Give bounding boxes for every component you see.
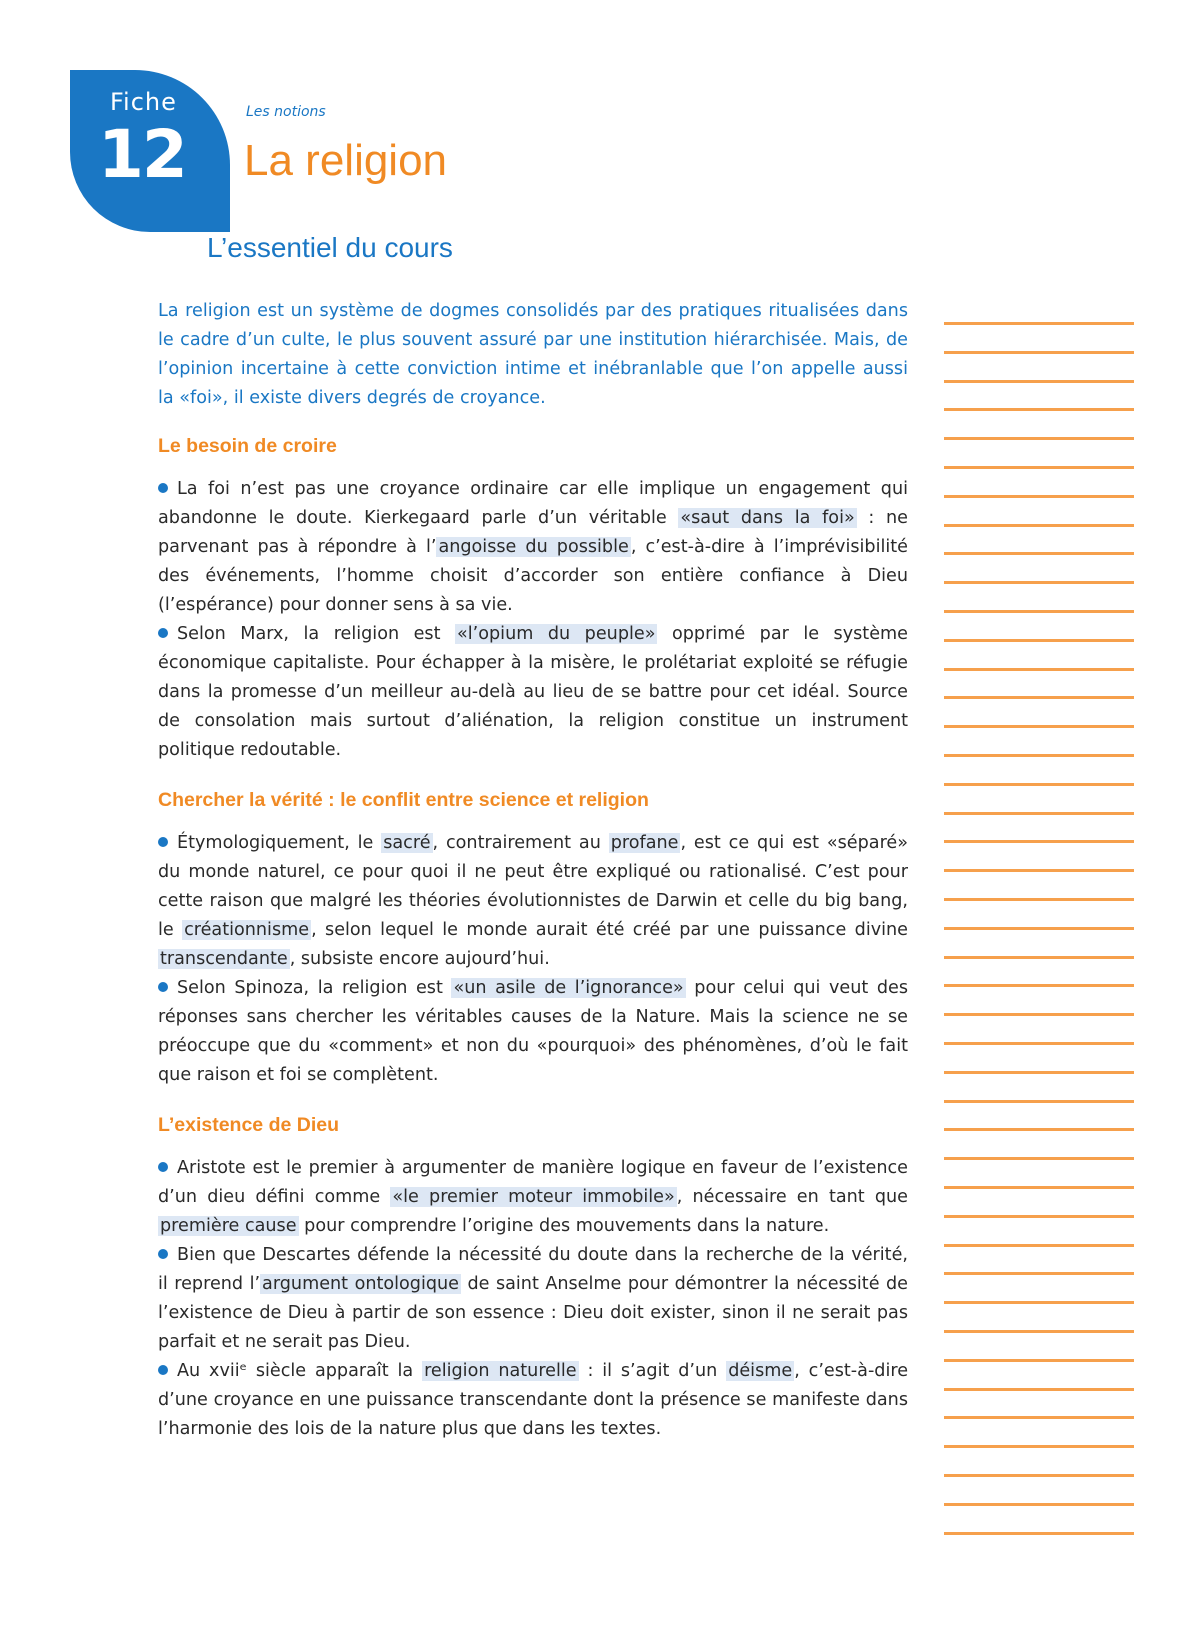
text-run: Aristote est le premier à argumenter de manière logique en faveur de l’existence d’un dieu défini comme xyxy=(158,1158,908,1207)
section-heading: L’existence de Dieu xyxy=(158,1114,339,1136)
text-run: , contrairement au xyxy=(432,833,609,853)
text-run: pour comprendre l’origine des mouvements dans la nature. xyxy=(298,1216,830,1236)
highlighted-term: sacré xyxy=(383,833,431,853)
highlighted-term: «l’opium du peuple» xyxy=(457,624,656,644)
note-line xyxy=(944,466,1134,469)
bullet-dot-icon xyxy=(158,1249,168,1259)
note-line xyxy=(944,610,1134,613)
note-line xyxy=(944,1013,1134,1016)
note-line xyxy=(944,840,1134,843)
note-line xyxy=(944,639,1134,642)
section-heading: Chercher la vérité : le conflit entre science et religion xyxy=(158,789,649,811)
bullet-dot-icon xyxy=(158,982,168,992)
text-run: opprimé par le système économique capitaliste. Pour échapper à la misère, le prolétariat exploité se réfugie dans la promesse d’un meilleur au-delà au lieu de se battre pour cet idéal. Source de consolation mais surtout d’aliénation, la religion constitue un instrument politique redoutable. xyxy=(158,624,908,760)
bullet-paragraph xyxy=(158,829,908,974)
bullet-dot-icon xyxy=(158,837,168,847)
highlighted-term: première cause xyxy=(160,1216,297,1236)
section-heading: Le besoin de croire xyxy=(158,435,337,457)
note-line xyxy=(944,1359,1134,1362)
bullet-paragraph xyxy=(158,1357,908,1444)
text-run: Au xviiᵉ siècle apparaît la xyxy=(177,1361,423,1381)
note-line xyxy=(944,927,1134,930)
note-line xyxy=(944,581,1134,584)
text-run: de saint Anselme pour démontrer la nécessité de l’existence de Dieu à partir de son essence : Dieu doit exister, sinon il ne serait pas parfait et ne serait pas Dieu. xyxy=(158,1274,908,1352)
note-line xyxy=(944,437,1134,440)
fiche-number: 12 xyxy=(98,116,186,193)
note-line xyxy=(944,1416,1134,1419)
notes-margin xyxy=(944,0,1134,1645)
note-line xyxy=(944,495,1134,498)
note-line xyxy=(944,956,1134,959)
highlighted-term: angoisse du possible xyxy=(438,537,629,557)
text-run: , nécessaire en tant que xyxy=(676,1187,908,1207)
note-line xyxy=(944,1330,1134,1333)
bullet-paragraph xyxy=(158,1241,908,1357)
text-run: Étymologiquement, le xyxy=(177,833,382,853)
note-line xyxy=(944,351,1134,354)
note-line xyxy=(944,552,1134,555)
text-run: Bien que Descartes défende la nécessité du doute dans la recherche de la vérité, il reprend l’ xyxy=(158,1245,908,1294)
bullet-paragraph xyxy=(158,620,908,765)
bullet-paragraph xyxy=(158,974,908,1090)
note-line xyxy=(944,1100,1134,1103)
highlighted-term: créationnisme xyxy=(184,920,310,940)
note-line xyxy=(944,725,1134,728)
note-line xyxy=(944,408,1134,411)
bullet-paragraph xyxy=(158,475,908,620)
text-run: , selon lequel le monde aurait été créé par une puissance divine xyxy=(311,920,908,940)
course-subtitle: L’essentiel du cours xyxy=(207,232,453,263)
note-line xyxy=(944,783,1134,786)
note-line xyxy=(944,380,1134,383)
bullet-dot-icon xyxy=(158,483,168,493)
text-run: Selon Spinoza, la religion est xyxy=(177,978,452,998)
fiche-badge xyxy=(70,70,230,232)
note-line xyxy=(944,1301,1134,1304)
page-title: La religion xyxy=(244,136,448,185)
note-line xyxy=(944,869,1134,872)
text-run: , c’est-à-dire d’une croyance en une puissance transcendante dont la présence se manifeste dans l’harmonie des lois de la nature plus que dans les textes. xyxy=(158,1361,909,1439)
bullet-dot-icon xyxy=(158,1162,168,1172)
text-run: , est ce qui est «séparé» du monde naturel, ce pour quoi il ne peut être expliqué ou rationalisé. C’est pour cette raison que malgré les théories évolutionnistes de Darwin et celle du big bang, le xyxy=(158,833,909,940)
note-line xyxy=(944,1128,1134,1131)
bullet-dot-icon xyxy=(158,628,168,638)
note-line xyxy=(944,1272,1134,1275)
note-line xyxy=(944,1532,1134,1535)
highlighted-term: «un asile de l’ignorance» xyxy=(453,978,684,998)
bullet-paragraph xyxy=(158,1154,908,1241)
text-run: : il s’agit d’un xyxy=(578,1361,727,1381)
text-run: La foi n’est pas une croyance ordinaire car elle implique un engagement qui abandonne le doute. Kierkegaard parle d’un véritable xyxy=(158,479,908,528)
note-line xyxy=(944,1042,1134,1045)
note-line xyxy=(944,1186,1134,1189)
highlighted-term: «saut dans la foi» xyxy=(680,508,855,528)
note-line xyxy=(944,322,1134,325)
sections-container xyxy=(158,433,908,1444)
bullet-dot-icon xyxy=(158,1365,168,1375)
note-line xyxy=(944,1244,1134,1247)
fiche-label: Fiche xyxy=(110,88,177,116)
note-line xyxy=(944,898,1134,901)
text-run: pour celui qui veut des réponses sans chercher les véritables causes de la Nature. Mais la science ne se préoccupe que du «comment» et non du «pourquoi» des phénomènes, d’où le fait que raison et foi se complètent. xyxy=(158,978,909,1085)
note-line xyxy=(944,524,1134,527)
note-line xyxy=(944,668,1134,671)
note-line xyxy=(944,1474,1134,1477)
section-spacer xyxy=(158,765,908,787)
highlighted-term: argument ontologique xyxy=(262,1274,459,1294)
note-line xyxy=(944,696,1134,699)
highlighted-term: transcendante xyxy=(160,949,288,969)
highlighted-term: déisme xyxy=(728,1361,793,1381)
note-line xyxy=(944,1215,1134,1218)
note-line xyxy=(944,1071,1134,1074)
text-run: , subsiste encore aujourd’hui. xyxy=(289,949,550,969)
highlighted-term: profane xyxy=(610,833,679,853)
note-line xyxy=(944,1157,1134,1160)
note-line xyxy=(944,754,1134,757)
section-tag: Les notions xyxy=(246,104,326,120)
note-line xyxy=(944,984,1134,987)
intro-paragraph: La religion est un système de dogmes consolidés par des pratiques ritualisées dans le cadre d’un culte, le plus souvent assuré par une institution hiérarchisée. Mais, de l’opinion incertaine à cette conviction intime et inébranlable que l’on appelle aussi la «foi», il existe divers degrés de croyance. xyxy=(158,301,908,408)
note-line xyxy=(944,812,1134,815)
section-spacer xyxy=(158,1090,908,1112)
note-line xyxy=(944,1388,1134,1391)
note-line xyxy=(944,1445,1134,1448)
highlighted-term: «le premier moteur immobile» xyxy=(392,1187,675,1207)
highlighted-term: religion naturelle xyxy=(424,1361,577,1381)
note-line xyxy=(944,1503,1134,1506)
text-run: , c’est-à-dire à l’imprévisibilité des événements, l’homme choisit d’accorder son entière confiance à Dieu (l’espérance) pour donner sens à sa vie. xyxy=(158,537,908,615)
course-content xyxy=(158,297,908,1444)
text-run: : ne parvenant pas à répondre à l’ xyxy=(158,508,908,557)
text-run: Selon Marx, la religion est xyxy=(177,624,455,644)
